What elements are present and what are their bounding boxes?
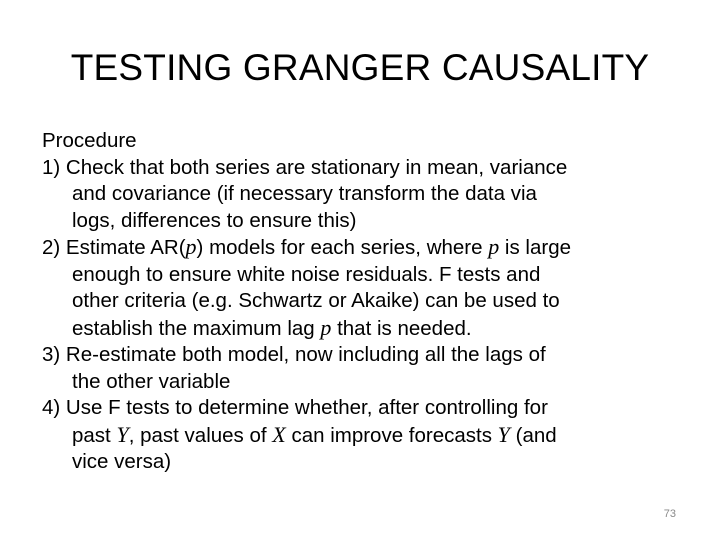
step-2-line-2: enough to ensure white noise residuals. F tests and [72, 262, 541, 286]
slide-title: TESTING GRANGER CAUSALITY [70, 47, 650, 88]
step-3-line-1: 3) Re-estimate both model, now including all the lags of [42, 343, 546, 366]
step-4-line-3: vice versa) [72, 450, 172, 473]
math-variable-p: p [185, 234, 197, 259]
math-variable-y: Y [497, 421, 510, 447]
step-2-text-a: 2) Estimate AR( [42, 236, 186, 259]
step-4-text-a: past [72, 423, 117, 447]
step-4-text-e: can improve forecasts [285, 423, 498, 447]
slide-body [42, 128, 692, 476]
step-3-line-2: the other variable [72, 369, 231, 393]
slide-number: 73 [663, 508, 676, 520]
step-4-text-c: , past values of [128, 423, 273, 447]
step-2-last-text-a: establish the maximum lag [72, 316, 321, 340]
math-variable-p: p [488, 234, 500, 259]
step-2-text-e: is large [499, 236, 572, 259]
step-2-text-c: ) models for each series, where [196, 236, 489, 259]
step-1-line-2: and covariance (if necessary transform the data via [72, 182, 537, 205]
step-1-line-3: logs, differences to ensure this) [72, 208, 357, 232]
math-variable-p: p [320, 314, 332, 340]
step-2-last-text-c: that is needed. [331, 316, 472, 340]
math-variable-y: Y [116, 421, 129, 447]
step-4-line-2 [42, 422, 692, 450]
step-4-line-1: 4) Use F tests to determine whether, after controlling for [42, 396, 548, 419]
step-1-line-1: 1) Check that both series are stationary in mean, variance [42, 155, 568, 179]
step-2-line-1 [42, 234, 692, 262]
math-variable-x: X [272, 421, 286, 447]
step-4-text-g: (and [509, 423, 557, 447]
procedure-heading: Procedure [42, 129, 137, 152]
step-2-line-3: other criteria (e.g. Schwartz or Akaike) can be used to [72, 289, 560, 312]
step-2-line-4 [42, 315, 692, 343]
